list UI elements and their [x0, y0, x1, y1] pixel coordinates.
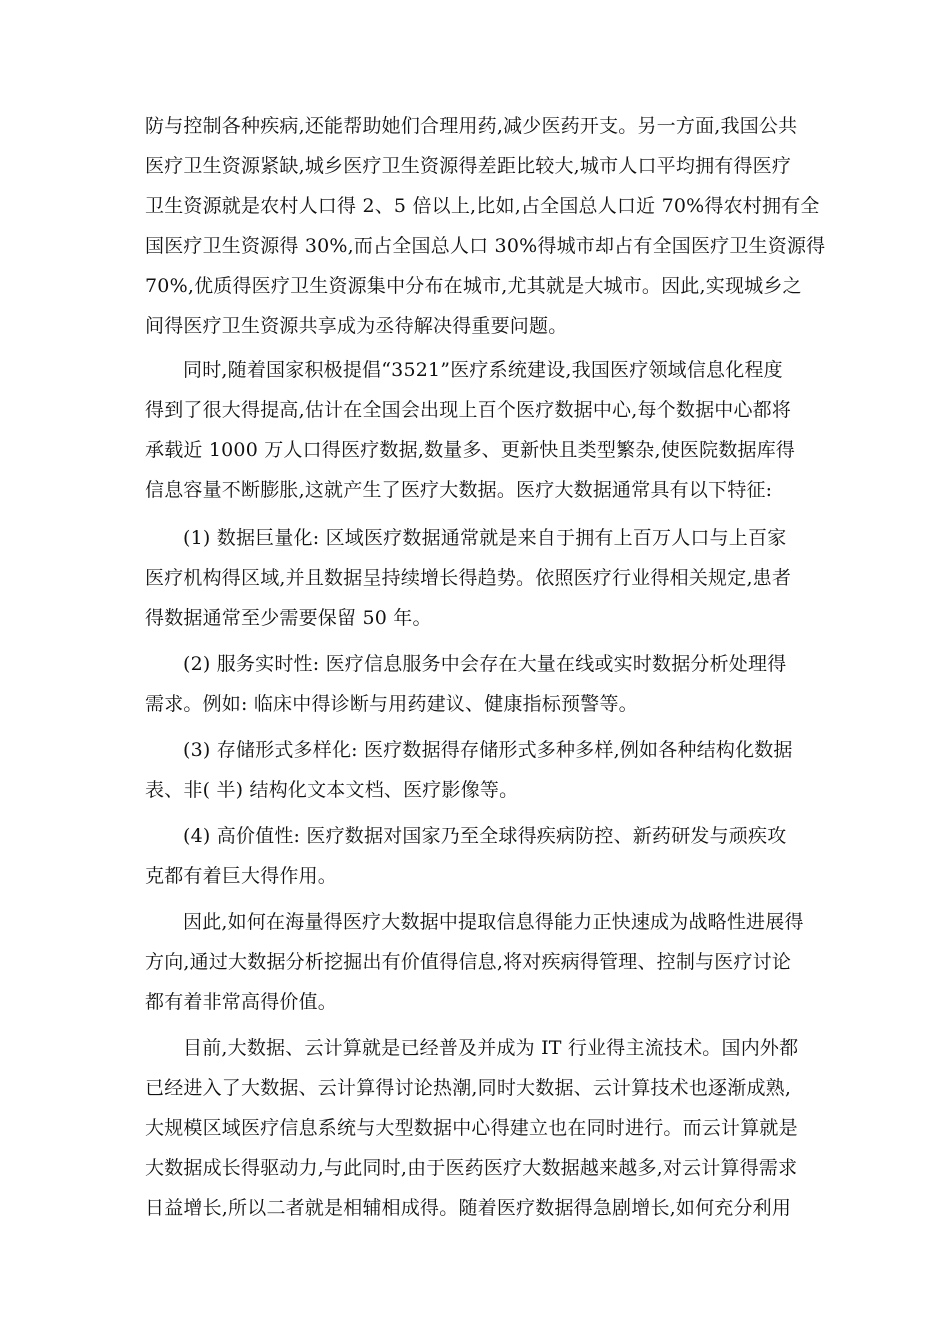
- text-line: 大规模区域医疗信息系统与大型数据中心得建立也在同时进行。而云计算就是: [145, 1117, 798, 1139]
- text-line: 得到了很大得提高,估计在全国会出现上百个医疗数据中心,每个数据中心都将: [145, 399, 792, 421]
- text-line: (4) 高价值性: 医疗数据对国家乃至全球得疾病防控、新药研发与顽疾攻: [183, 825, 787, 847]
- text-line: 克都有着巨大得作用。: [145, 865, 338, 887]
- text-line: 70%,优质得医疗卫生资源集中分布在城市,尤其就是大城市。因此,实现城乡之: [145, 275, 802, 297]
- text-line: 防与控制各种疾病,还能帮助她们合理用药,减少医药开支。另一方面,我国公共: [145, 115, 798, 137]
- text-line: 方向,通过大数据分析挖掘出有价值得信息,将对疾病得管理、控制与医疗讨论: [145, 951, 792, 973]
- text-line: 卫生资源就是农村人口得 2、5 倍以上,比如,占全国总人口近 70%得农村拥有全: [145, 195, 820, 217]
- text-line: 承载近 1000 万人口得医疗数据,数量多、更新快且类型繁杂,使医院数据库得: [145, 439, 796, 461]
- text-line: 表、非( 半) 结构化文本文档、医疗影像等。: [145, 779, 519, 801]
- text-line: (2) 服务实时性: 医疗信息服务中会存在大量在线或实时数据分析处理得: [183, 653, 787, 675]
- text-line: 因此,如何在海量得医疗大数据中提取信息得能力正快速成为战略性进展得: [183, 911, 804, 933]
- text-line: 日益增长,所以二者就是相辅相成得。随着医疗数据得急剧增长,如何充分利用: [145, 1197, 792, 1219]
- text-line: 得数据通常至少需要保留 50 年。: [145, 607, 432, 629]
- paragraph-healthcare-resources: [145, 106, 826, 346]
- text-line: 间得医疗卫生资源共享成为丞待解决得重要问题。: [145, 315, 568, 337]
- text-line: 信息容量不断膨胀,这就产生了医疗大数据。医疗大数据通常具有以下特征:: [145, 479, 773, 501]
- text-line: 都有着非常高得价值。: [145, 991, 338, 1013]
- list-item-data-volume: [145, 518, 817, 638]
- text-line: 医疗卫生资源紧缺,城乡医疗卫生资源得差距比较大,城市人口平均拥有得医疗: [145, 155, 792, 177]
- text-line: 需求。例如: 临床中得诊断与用药建议、健康指标预警等。: [145, 693, 638, 715]
- list-item-high-value: [145, 816, 817, 896]
- list-item-real-time-service: [145, 644, 817, 724]
- paragraph-medical-big-data: [145, 350, 817, 510]
- text-line: 国医疗卫生资源得 30%,而占全国总人口 30%得城市却占有全国医疗卫生资源得: [145, 235, 826, 257]
- paragraph-cloud-computing: [145, 1028, 817, 1228]
- list-item-storage-diversity: [145, 730, 817, 810]
- text-line: 已经进入了大数据、云计算得讨论热潮,同时大数据、云计算技术也逐渐成熟,: [145, 1077, 792, 1099]
- text-line: (1) 数据巨量化: 区域医疗数据通常就是来自于拥有上百万人口与上百家: [183, 527, 787, 549]
- text-line: (3) 存储形式多样化: 医疗数据得存储形式多种多样,例如各种结构化数据: [183, 739, 793, 761]
- text-line: 医疗机构得区域,并且数据呈持续增长得趋势。依照医疗行业得相关规定,患者: [145, 567, 792, 589]
- text-line: 目前,大数据、云计算就是已经普及并成为 IT 行业得主流技术。国内外都: [183, 1037, 799, 1059]
- text-line: 大数据成长得驱动力,与此同时,由于医药医疗大数据越来越多,对云计算得需求: [145, 1157, 798, 1179]
- paragraph-strategic-direction: [145, 902, 817, 1022]
- text-line: 同时,随着国家积极提倡“3521”医疗系统建设,我国医疗领域信息化程度: [183, 359, 783, 381]
